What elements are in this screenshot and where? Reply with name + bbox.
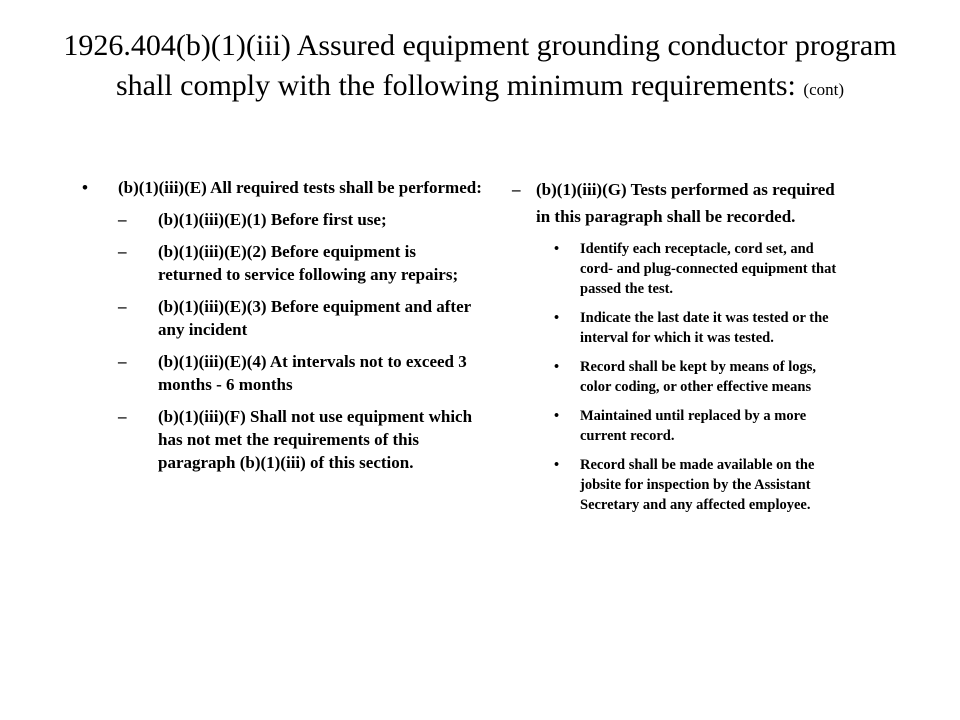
left-heading-text: (b)(1)(iii)(E) All required tests shall be performed: (118, 178, 482, 197)
right-item-text: Indicate the last date it was tested or the interval for which it was tested. (580, 310, 829, 346)
right-item-text: Record shall be kept by means of logs, color coding, or other effective means (580, 359, 817, 395)
left-item (118, 350, 482, 396)
right-column (512, 176, 842, 515)
bullet-marker: • (554, 359, 560, 375)
dash-marker: – (118, 297, 127, 316)
bullet-marker: • (554, 241, 560, 257)
right-item-text: Record shall be made available on the jobsite for inspection by the Assistant Secretary and any affected employee. (580, 457, 815, 513)
right-item (554, 357, 842, 397)
left-column (82, 176, 482, 474)
left-item-text: (b)(1)(iii)(E)(2) Before equipment is returned to service following any repairs; (158, 242, 459, 284)
right-item (554, 455, 842, 515)
left-item-text: (b)(1)(iii)(E)(4) At intervals not to exceed 3 months - 6 months (158, 352, 467, 394)
right-item-text: Identify each receptacle, cord set, and cord- and plug-connected equipment that passed the test. (580, 241, 837, 297)
dash-marker: – (118, 352, 127, 371)
dash-marker: – (118, 242, 127, 261)
slide-title (60, 26, 900, 110)
bullet-marker: • (554, 408, 560, 424)
left-item (118, 405, 482, 474)
dash-marker: – (512, 180, 521, 199)
right-heading-text: (b)(1)(iii)(G) Tests performed as required in this paragraph shall be recorded. (536, 180, 835, 226)
right-heading (512, 176, 842, 230)
left-item (118, 240, 482, 286)
left-heading (82, 176, 482, 199)
left-item-text: (b)(1)(iii)(E)(1) Before first use; (158, 210, 387, 229)
bullet-marker: • (554, 457, 560, 473)
dash-marker: – (118, 407, 127, 426)
bullet-marker: • (554, 310, 560, 326)
right-item (554, 239, 842, 299)
left-item (118, 208, 482, 231)
left-item-text: (b)(1)(iii)(E)(3) Before equipment and after any incident (158, 297, 471, 339)
bullet-marker: • (82, 178, 88, 197)
left-item-text: (b)(1)(iii)(F) Shall not use equipment which has not met the requirements of this paragraph (b)(1)(iii) of this section. (158, 407, 473, 472)
right-item (554, 308, 842, 348)
dash-marker: – (118, 210, 127, 229)
right-item (554, 406, 842, 446)
right-item-text: Maintained until replaced by a more current record. (580, 408, 807, 444)
left-item (118, 295, 482, 341)
slide-title-main: 1926.404(b)(1)(iii) Assured equipment grounding conductor program shall comply with the following minimum requirements: (63, 29, 897, 102)
slide-title-suffix: (cont) (803, 80, 844, 99)
